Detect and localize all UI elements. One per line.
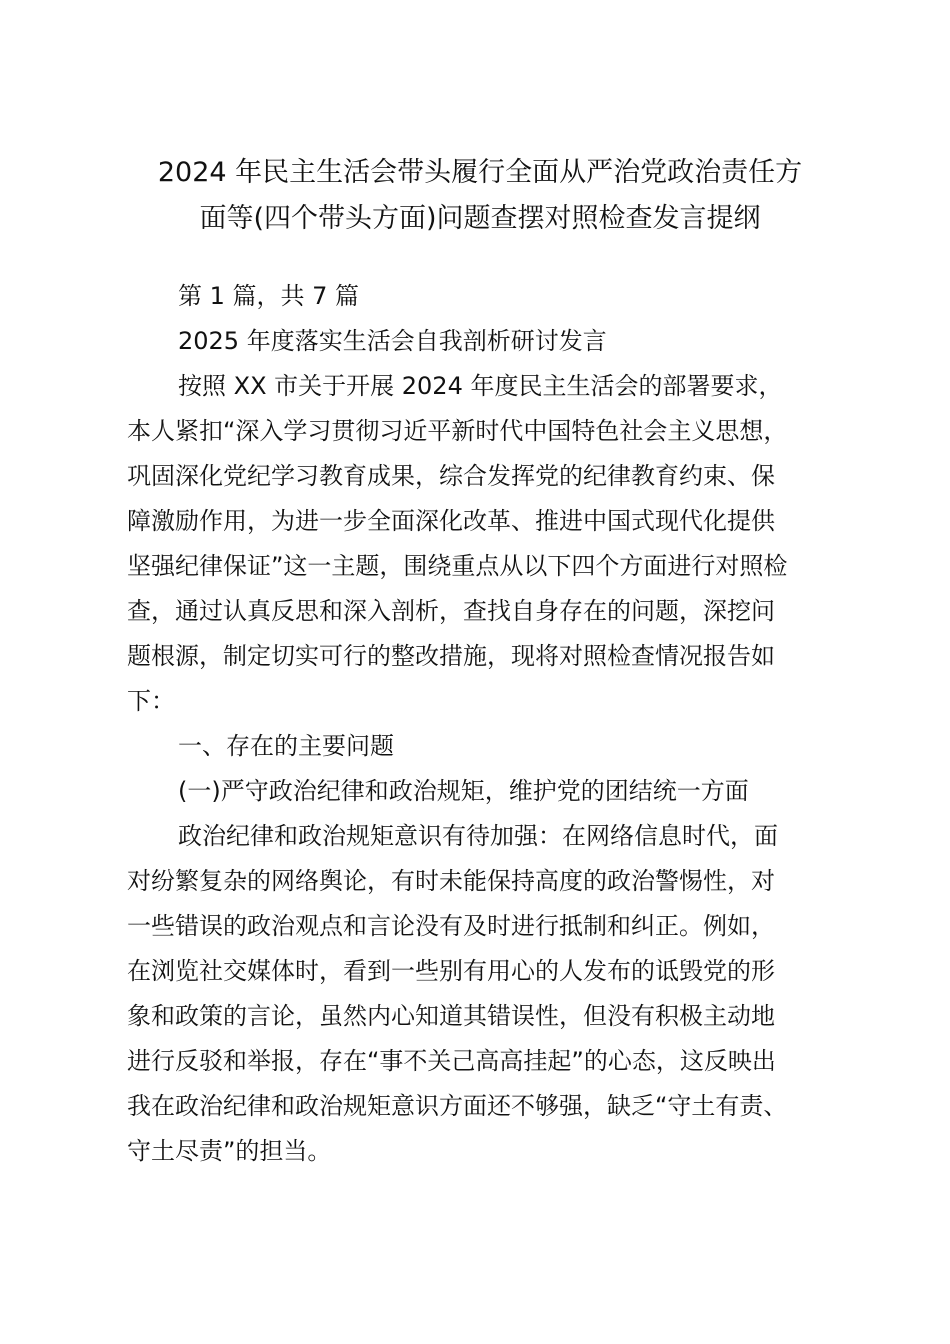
document-title-line-1: 2024 年民主生活会带头履行全面从严治党政治责任方 [157, 157, 803, 188]
intro-paragraph-line: 按照 XX 市关于开展 2024 年度民主生活会的部署要求， [178, 372, 783, 400]
body-paragraph-line: 政治纪律和政治规矩意识有待加强：在网络信息时代，面 [178, 822, 778, 850]
document-title-line-2: 面等(四个带头方面)问题查摆对照检查发言提纲 [199, 203, 761, 234]
body-paragraph-line: 守土尽责”的担当。 [127, 1137, 332, 1165]
intro-paragraph-line: 巩固深化党纪学习教育成果，综合发挥党的纪律教育约束、保 [127, 462, 775, 490]
body-paragraph-line: 进行反驳和举报，存在“事不关己高高挂起”的心态，这反映出 [127, 1047, 776, 1075]
intro-paragraph-line: 障激励作用，为进一步全面深化改革、推进中国式现代化提供 [127, 507, 775, 535]
intro-paragraph-line: 坚强纪律保证”这一主题，围绕重点从以下四个方面进行对照检 [127, 552, 788, 580]
section-heading: 一、存在的主要问题 [178, 732, 394, 760]
body-paragraph-line: 在浏览社交媒体时，看到一些别有用心的人发布的诋毁党的形 [127, 957, 775, 985]
intro-paragraph-line: 查，通过认真反思和深入剖析，查找自身存在的问题，深挖问 [127, 597, 775, 625]
document-meta: 第 1 篇，共 7 篇 [178, 282, 360, 310]
body-paragraph-line: 我在政治纪律和政治规矩意识方面还不够强，缺乏“守土有责、 [127, 1092, 788, 1120]
intro-paragraph-line: 下： [127, 687, 175, 715]
body-paragraph-line: 象和政策的言论，虽然内心知道其错误性，但没有积极主动地 [127, 1002, 775, 1030]
subsection-heading: (一)严守政治纪律和政治规矩，维护党的团结统一方面 [178, 777, 749, 805]
body-paragraph-line: 一些错误的政治观点和言论没有及时进行抵制和纠正。例如， [127, 912, 775, 940]
body-paragraph-line: 对纷繁复杂的网络舆论，有时未能保持高度的政治警惕性，对 [127, 867, 775, 895]
intro-paragraph-line: 题根源，制定切实可行的整改措施，现将对照检查情况报告如 [127, 642, 775, 670]
intro-paragraph-line: 本人紧扣“深入学习贯彻习近平新时代中国特色社会主义思想， [127, 417, 788, 445]
document-subtitle: 2025 年度落实生活会自我剖析研讨发言 [178, 327, 607, 355]
